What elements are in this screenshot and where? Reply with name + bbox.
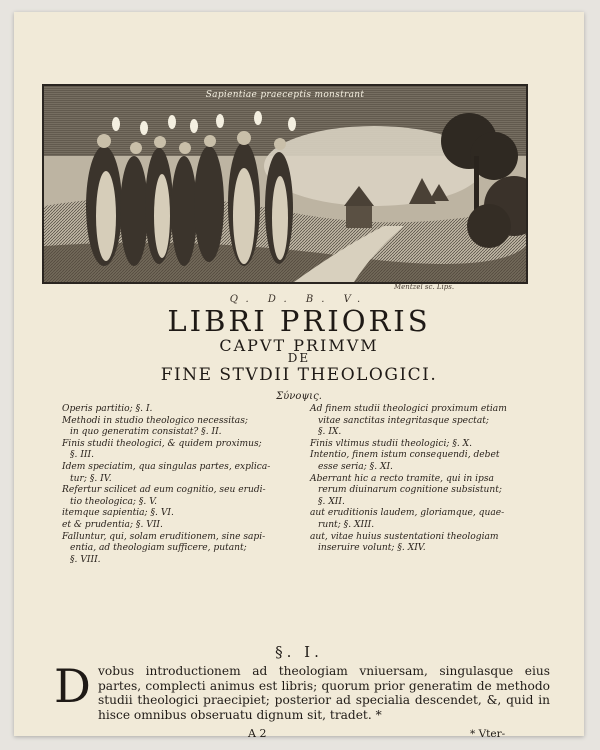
synopsis-entry-continuation: tio theologica; §. V. xyxy=(70,496,158,507)
synopsis-entry-line: aut, vitae huius sustentationi theologiam xyxy=(310,531,499,542)
catchword: * Vter- xyxy=(470,728,506,740)
synopsis-entry xyxy=(62,404,288,416)
engraving-caption: Sapientiae praeceptis monstrant xyxy=(205,90,365,100)
synopsis-entry-continuation: entia, ad theologiam sufficere, putant; xyxy=(70,543,247,554)
synopsis-right-column xyxy=(310,404,536,555)
engraving-scene xyxy=(44,86,526,282)
synopsis-entry xyxy=(62,462,288,485)
synopsis-entry xyxy=(310,404,536,439)
heading-caput-primum: CAPVT PRIMVM xyxy=(219,336,379,355)
synopsis-entry-line: Idem speciatim, qua singulas partes, explica- xyxy=(62,461,271,472)
synopsis-entry xyxy=(62,439,288,462)
synopsis-entry xyxy=(310,532,536,555)
synopsis-entry-line: Finis studii theologici, & quidem proximus; xyxy=(62,438,262,449)
synopsis-entry-line: Aberrant hic a recto tramite, qui in ipsa xyxy=(310,473,494,484)
synopsis-entry-continuation: tur; §. IV. xyxy=(70,473,112,484)
drop-capital: D xyxy=(54,659,91,713)
synopsis-entry-line: et & prudentia; §. VII. xyxy=(62,519,163,530)
body-paragraph: vobus introductionem ad theologiam vniuersam, singulasque eius partes, complecti animus est libris; quorum prior generatim de methodo studii theologici praecipiet; posterior ad specialia descendet, &, quid in hisce omnibus obseruatu dignum sit, tradet. * xyxy=(98,664,550,722)
synopsis-entry-line: Finis vltimus studii theologici; §. X. xyxy=(310,438,473,449)
synopsis-entry xyxy=(310,450,536,473)
synopsis-entry-continuation: §. VIII. xyxy=(70,554,101,565)
synopsis-entry-line: Methodi in studio theologico necessitas; xyxy=(62,415,248,426)
synopsis-entry-continuation: vitae sanctitas integritasque spectat; xyxy=(318,415,489,426)
heading-de: DE xyxy=(287,351,311,365)
heading-chapter-title: FINE STVDII THEOLOGICI. xyxy=(160,365,438,385)
synopsis-entry xyxy=(62,508,288,520)
synopsis-entry-line: aut eruditionis laudem, gloriamque, quae- xyxy=(310,508,505,519)
engraving-illustration xyxy=(42,84,528,284)
synopsis-label: Σύνοψις. xyxy=(276,391,322,402)
synopsis-entry xyxy=(310,439,536,451)
book-page xyxy=(14,12,584,740)
synopsis-entry-line: Ad finem studii theologici proximum etiam xyxy=(310,404,507,414)
synopsis-entry xyxy=(310,474,536,509)
synopsis-entry-continuation: runt; §. XIII. xyxy=(318,519,375,530)
synopsis-entry-continuation: esse seria; §. XI. xyxy=(318,461,393,472)
synopsis-entry-continuation: inseruire volunt; §. XIV. xyxy=(318,543,426,554)
engraver-signature: Mentzel sc. Lips. xyxy=(394,283,455,291)
synopsis-left-column xyxy=(62,404,288,566)
signature-mark: A 2 xyxy=(248,727,267,740)
heading-qdbv: Q. D. B. V. xyxy=(229,294,369,305)
synopsis-entry xyxy=(62,520,288,532)
synopsis-entry xyxy=(310,508,536,531)
synopsis-entry xyxy=(62,532,288,567)
synopsis-entry-continuation: rerum diuinarum cognitione subsistunt; xyxy=(318,485,502,496)
synopsis-entry xyxy=(62,416,288,439)
synopsis-entry-line: Operis partitio; §. I. xyxy=(62,404,153,414)
synopsis-entry-line: itemque sapientia; §. VI. xyxy=(62,508,174,519)
synopsis-entry xyxy=(62,485,288,508)
heading-libri-prioris: LIBRI PRIORIS xyxy=(167,304,431,338)
synopsis-entry-continuation: §. IX. xyxy=(318,427,342,438)
section-label: §. I. xyxy=(275,643,323,661)
synopsis-entry-line: Intentio, finem istum consequendi, debet xyxy=(310,450,500,461)
synopsis-entry-line: Refertur scilicet ad eum cognitio, seu erudi- xyxy=(62,485,266,496)
synopsis-entry-continuation: §. III. xyxy=(70,450,94,461)
synopsis-entry-continuation: §. XII. xyxy=(318,496,345,507)
synopsis-entry-continuation: in quo generatim consistat? §. II. xyxy=(70,427,222,438)
synopsis-entry-line: Falluntur, qui, solam eruditionem, sine sapi- xyxy=(62,531,266,542)
